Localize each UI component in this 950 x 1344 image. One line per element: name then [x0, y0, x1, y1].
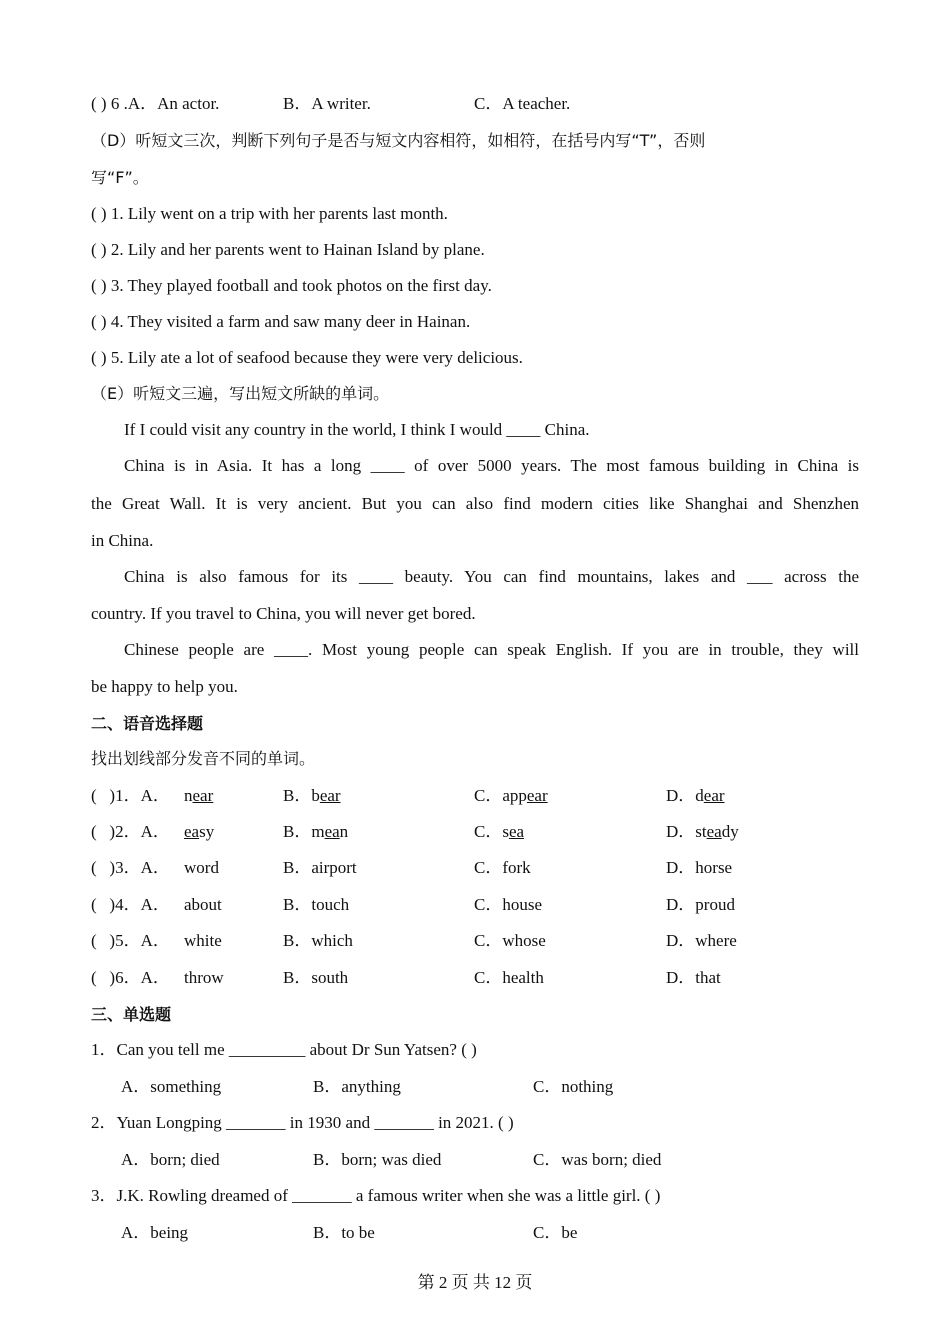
underlined-segment: ear	[319, 786, 341, 805]
underlined-segment: ear	[703, 786, 725, 805]
mc-question-2: 2．Yuan Longping _______ in 1930 and _______ in 2021. ( )	[91, 1113, 514, 1132]
phonics-option-c	[474, 968, 544, 988]
option-letter: C．	[474, 786, 503, 805]
phonics-option-b	[283, 858, 357, 878]
section-2-title: 二、语音选择题	[91, 714, 204, 733]
passage-paragraph-4-line-2: be happy to help you.	[91, 677, 238, 696]
mc-question-3: 3．J.K. Rowling dreamed of _______ a famous writer when she was a little girl. ( )	[91, 1186, 661, 1205]
phonics-option-a	[184, 858, 219, 878]
option-letter: C．	[474, 931, 503, 950]
option-letter: B．	[283, 895, 312, 914]
section-3-title: 三、单选题	[91, 1005, 172, 1024]
section-d-item: ( ) 5. Lily ate a lot of seafood because they were very delicious.	[91, 348, 523, 367]
phonics-option-a	[184, 786, 213, 806]
word-segment: app	[502, 786, 527, 805]
word-segment: south	[311, 968, 349, 987]
phonics-row-number: ( )1．A．	[91, 786, 170, 805]
passage-paragraph-4-line-1: Chinese people are ____. Most young people can speak English. If you are in trouble, they will	[124, 640, 859, 659]
option-letter: B．	[283, 822, 312, 841]
word-segment: s	[502, 822, 509, 841]
underlined-segment: ea	[184, 822, 200, 841]
section-2-instruction: 找出划线部分发音不同的单词。	[91, 749, 316, 768]
word-segment: which	[311, 931, 353, 950]
phonics-option-a	[184, 895, 222, 915]
phonics-option-d	[666, 895, 735, 915]
q6-option-a: ( ) 6 .A．An actor.	[91, 94, 220, 113]
phonics-row-number: ( )4．A．	[91, 895, 170, 914]
section-d-item: ( ) 2. Lily and her parents went to Hainan Island by plane.	[91, 240, 485, 259]
mc-2-option-c: C．was born; died	[533, 1150, 662, 1169]
word-segment: health	[502, 968, 544, 987]
option-letter: B．	[283, 931, 312, 950]
word-segment: sy	[199, 822, 215, 841]
passage-paragraph-2-line-1: China is in Asia. It has a long ____ of over 5000 years. The most famous building in China is	[124, 456, 859, 475]
phonics-option-d	[666, 931, 737, 951]
option-letter: D．	[666, 931, 696, 950]
phonics-option-a	[184, 968, 224, 988]
phonics-option-d	[666, 822, 739, 842]
phonics-option-b	[283, 822, 348, 842]
word-segment: where	[695, 931, 737, 950]
mc-question-1: 1．Can you tell me _________ about Dr Sun Yatsen? ( )	[91, 1040, 477, 1059]
word-segment: d	[695, 786, 704, 805]
word-segment: n	[184, 786, 193, 805]
section-d-item: ( ) 3. They played football and took photos on the first day.	[91, 276, 492, 295]
word-segment: touch	[311, 895, 350, 914]
phonics-row-number: ( )3．A．	[91, 858, 170, 877]
page-footer: 第 2 页 共 12 页	[417, 1273, 533, 1292]
mc-3-option-c: C．be	[533, 1223, 578, 1242]
word-segment: proud	[695, 895, 735, 914]
section-d-item: ( ) 1. Lily went on a trip with her parents last month.	[91, 204, 448, 223]
underlined-segment: ear	[192, 786, 214, 805]
word-segment: fork	[502, 858, 531, 877]
underlined-segment: ear	[526, 786, 548, 805]
word-segment: dy	[721, 822, 739, 841]
option-letter: C．	[474, 858, 503, 877]
phonics-row-number: ( )2．A．	[91, 822, 170, 841]
word-segment: that	[695, 968, 721, 987]
mc-1-option-a: A．something	[121, 1077, 222, 1096]
word-segment: st	[695, 822, 707, 841]
mc-3-option-a: A．being	[121, 1223, 189, 1242]
word-segment: about	[184, 895, 222, 914]
option-letter: C．	[474, 968, 503, 987]
underlined-segment: ea	[324, 822, 340, 841]
mc-1-option-c: C．nothing	[533, 1077, 614, 1096]
phonics-option-d	[666, 858, 732, 878]
word-segment: horse	[695, 858, 733, 877]
mc-2-option-a: A．born; died	[121, 1150, 220, 1169]
option-letter: D．	[666, 786, 696, 805]
mc-1-option-b: B．anything	[313, 1077, 401, 1096]
word-segment: house	[502, 895, 543, 914]
option-letter: B．	[283, 786, 312, 805]
option-letter: C．	[474, 822, 503, 841]
phonics-row-number: ( )5．A．	[91, 931, 170, 950]
phonics-option-a	[184, 931, 222, 951]
phonics-option-b	[283, 931, 353, 951]
phonics-option-a	[184, 822, 214, 842]
phonics-option-d	[666, 968, 721, 988]
underlined-segment: ea	[508, 822, 525, 841]
phonics-option-d	[666, 786, 725, 806]
option-letter: D．	[666, 895, 696, 914]
word-segment: whose	[502, 931, 546, 950]
word-segment: throw	[184, 968, 224, 987]
mc-3-option-b: B．to be	[313, 1223, 375, 1242]
phonics-option-c	[474, 858, 531, 878]
word-segment: n	[339, 822, 349, 841]
word-segment: airport	[311, 858, 357, 877]
section-d-item: ( ) 4. They visited a farm and saw many deer in Hainan.	[91, 312, 471, 331]
phonics-option-b	[283, 786, 341, 806]
word-segment: white	[184, 931, 222, 950]
passage-paragraph-3-line-1: China is also famous for its ____ beauty. You can find mountains, lakes and ___ across the	[124, 567, 859, 586]
option-letter: D．	[666, 858, 696, 877]
passage-paragraph-3-line-2: country. If you travel to China, you will never get bored.	[91, 604, 476, 623]
word-segment: word	[184, 858, 219, 877]
section-d-instruction-1: （D）听短文三次，判断下列句子是否与短文内容相符，如相符，在括号内写“T”，否则	[91, 131, 706, 150]
phonics-option-c	[474, 895, 542, 915]
option-letter: C．	[474, 895, 503, 914]
q6-option-c: C．A teacher.	[474, 94, 571, 113]
option-letter: D．	[666, 822, 696, 841]
part1-question-6	[91, 94, 219, 114]
word-segment: m	[311, 822, 325, 841]
phonics-option-c	[474, 786, 548, 806]
phonics-option-c	[474, 931, 546, 951]
phonics-option-b	[283, 895, 349, 915]
section-e-instruction: （E）听短文三遍，写出短文所缺的单词。	[91, 384, 390, 403]
passage-paragraph-1: If I could visit any country in the world, I think I would ____ China.	[124, 420, 590, 439]
word-segment: b	[311, 786, 320, 805]
option-letter: B．	[283, 858, 312, 877]
passage-paragraph-2-line-3: in China.	[91, 531, 154, 550]
passage-paragraph-2-line-2: the Great Wall. It is very ancient. But you can also find modern cities like Shanghai and Shenzhen	[91, 494, 859, 513]
underlined-segment: ea	[706, 822, 722, 841]
phonics-row-number: ( )6．A．	[91, 968, 170, 987]
q6-option-b: B．A writer.	[283, 94, 371, 113]
phonics-option-b	[283, 968, 348, 988]
option-letter: B．	[283, 968, 312, 987]
phonics-option-c	[474, 822, 524, 842]
mc-2-option-b: B．born; was died	[313, 1150, 442, 1169]
section-d-instruction-2: 写“F”。	[91, 168, 149, 187]
option-letter: D．	[666, 968, 696, 987]
